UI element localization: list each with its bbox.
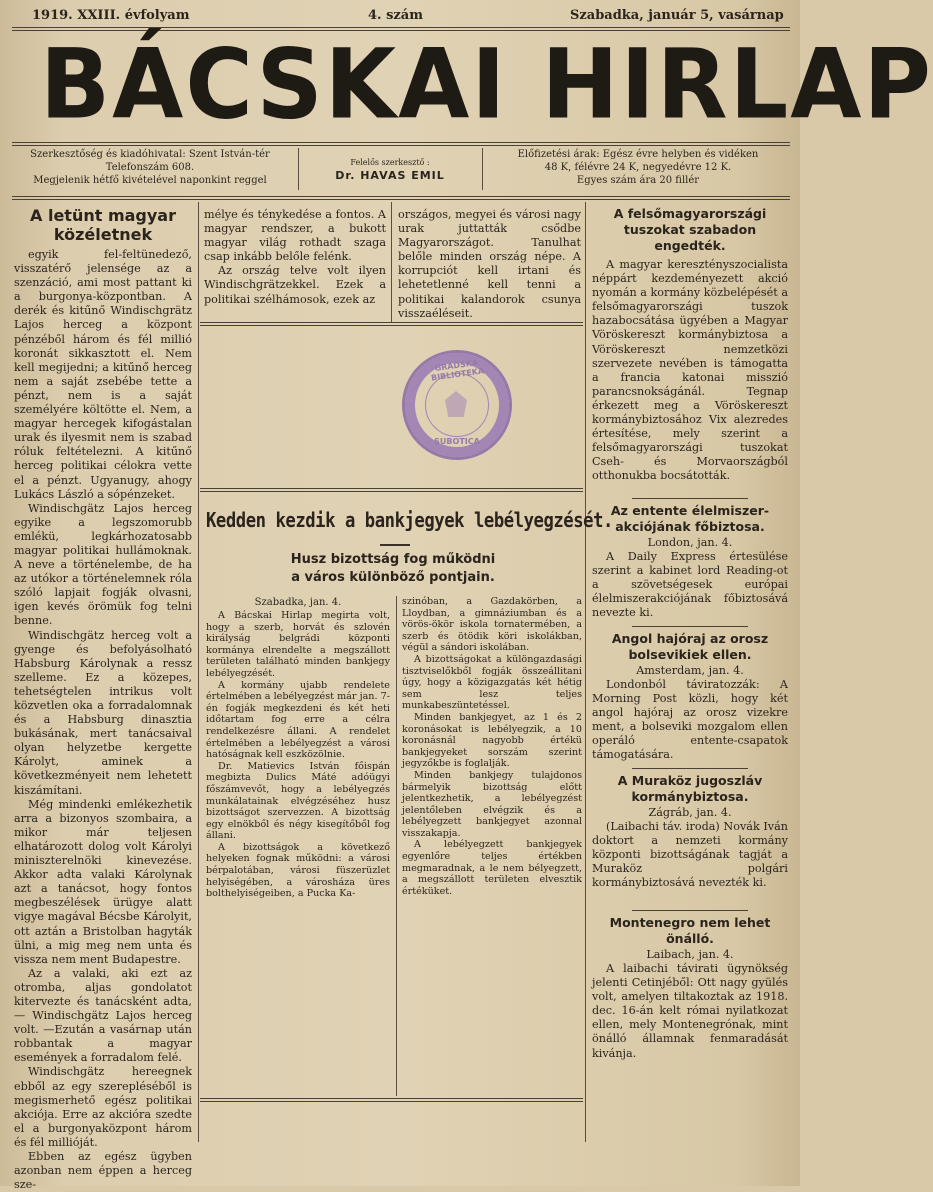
article-continuation-1 [204,208,386,318]
right-column [592,206,788,1078]
office-schedule: Megjelenik hétfő kivételével naponkint reggel [33,175,267,186]
paragraph: A lebélyegzett bankjegyek egyenlőre teljes értékben megmaradnak, a le nem bélyegzett, a megszállott területen elvesztik értéküket. [402,839,582,897]
article-heading: A Muraköz jugoszláv kormánybiztosa. [617,773,763,804]
article-heading: A felsőmagyarországi tuszokat szabadon engedték. [613,206,767,253]
column-rule-top [391,202,392,322]
imprint-prices [488,148,788,187]
masthead-rule [12,142,790,146]
lead-subheading-line-1: Husz bizottság fog működni [290,552,496,567]
paragraph: Windischgätz herceg volt a gyenge és befolyásolható Habsburg Károlynak a ressz szelleme. Ez a közepes, tehetségtelen intrikus volt közvetlen oka a forradalomnak és a Habsburg dinasztia bukásának, mert tanácsaival olyan helyzetbe kergette Károlyt, aminek a következményeit nem lehetett kiszámítani. [14,628,192,797]
lead-left-column [206,596,390,1098]
imprint-office [10,148,290,187]
library-stamp [402,350,512,460]
paragraph: A Daily Express értesülése szerint a kabinet lord Reading-ot a szövetségesek európai élelmiszerakciójának főbiztosává nevezte ki. [592,550,788,620]
imprint-divider-2 [482,148,483,190]
continuation-rule [200,322,583,326]
paragraph: A kormány ujabb rendelete értelmében a lebélyegzést már jan. 7-én fogják megkezdeni és két heti időtartam fog erre a célra rendelkezésre állani. A rendelet értelmében a lebélyegzést a városi hatóságnak kell eszközölnie. [206,679,390,761]
price-line-1: Előfizetési árak: Egész évre helyben és vidéken [517,149,759,160]
masthead-title: BÁCSKAI HIRLAP [40,28,933,141]
lead-headline-rule [380,544,410,546]
article-dateline: London, jan. 4. [647,536,733,549]
imprint-divider-1 [298,148,299,190]
paragraph: Az a valaki, aki ezt az otromba, aljas gondolatot kitervezte és tanácsként adta, — Windischgätz Lajos herceg volt. —Ezután a vasárnap után robbantak a magyar események a forradalom felé. [14,966,192,1065]
paragraph: országos, megyei és városi nagy urak juttatták csődbe Magyarországot. Tanulhat belőle minden ország népe. A korrupciót kell irtani és lehetetlenné kell tenni a politikai kalandorok csunya visszaéléseit. [398,208,581,320]
article-divider [632,626,748,627]
article-body [592,820,788,906]
lead-subheading-line-2: a város különböző pontjain. [291,570,495,585]
article-body [592,962,788,1078]
article-divider [632,498,748,499]
column-rule-lead [396,596,397,1096]
office-phone: Telefonszám 608. [105,162,195,173]
price-line-3: Egyes szám ára 20 fillér [576,175,700,186]
article-heading-line-1: A letünt magyar [30,206,176,225]
stamp-text-bottom: SUBOTICA [434,437,480,446]
date-line: Szabadka, január 5, vasárnap [570,8,784,23]
paragraph: A bizottságokat a különgazdasági tisztviselőkből fogják összeállitani úgy, hogy a közigazgatás két hétig sem lesz teljes munkabeszüntetéssel. [402,653,582,712]
price-line-2: 48 K, félévre 24 K, negyedévre 12 K. [544,162,732,173]
paragraph: Az ország telve volt ilyen Windischgrätzekkel. Ezek a politikai szélhámosok, ezek az [204,264,386,306]
lead-left-body [206,610,390,1098]
paragraph: Londonból táviratozzák: A Morning Post közli, hogy két angol hajóraj az orosz vizekre ment, a bolseviki mozgalom ellen operáló entente-csapatok támogatására. [592,678,788,762]
paragraph: Minden bankjegy tulajdonos bármelyik bizottság előtt jelentkezhetik, a lebélyegzést jelentőleben elvégzik és a lebélyegzett bankjegyet azonnal visszakapja. [402,769,582,839]
year-volume: 1919. XXIII. évfolyam [32,8,190,23]
lead-headline: Kedden kezdik a bankjegyek lebélyegzését. [206,508,613,532]
paragraph: A laibachi távirati ügynökség jelenti Cetinjéből: Ott nagy gyülés volt, amelyen tiltakoztak az 1918. dec. 16-án kelt római nyilatkozat ellen, mely Montenegrónak, mint önálló államnak fenmaradását kivánja. [592,962,788,1060]
paragraph: A Bácskai Hirlap megirta volt, hogy a szerb, horvát és szlovén királyság belgrádi központi kormánya elrendelte a megszállott területen található minden bankjegy lebélyegzését. [206,610,390,679]
paragraph: egyik fel-feltünedező, visszatérő jelensége az a szenzáció, ami most pattant ki a burgonya-központban. A derék és kitűnő Windischgrätz Lajos herceg a központ pénzéből három és fél millió koronát sikkasztott el. Nem kell megijedni; a kitűnő herceg nem a saját zsebébe tette a pénzt, nem is a saját személyére költötte el. Nem, a magyar hercegek kifogástalan urak és ilyesmit nem is szabad róluk feltételezni. A kitűnő herceg politikai célokra vette el a pénzt. Ugyanugy, ahogy Lukács László a sópénzeket. [14,248,192,501]
paragraph: A magyar keresztényszocialista néppárt kezdeményezett akció nyomán a kormány közbelépését a felsőmagyarországi tuszok hazabocsátása ügyében a Magyar Vöröskereszt kormánybiztosa a Vöröskereszt nemzetközi szervezete nevében is támogatta a francia katonai misszió parancsnokságánál. Tegnap érkezett meg a Vöröskereszt kormánybiztosához Vix alezredes értesítése, mely szerint a felsőmagyarországi tuszokat Cseh- és Morvaországból otthonukba bocsátották. [592,258,789,483]
paragraph: Windischgätz Lajos herceg egyike a legszomorubb emlékü, legkárhozatosabb magyar politikai hullámoknak. A neve a történelembe, de ha az utókor a történelemnek róla szóló lapjait fogják olvasni, igen kevés örömük fog telni benne. [14,501,192,628]
editor-label: Felelős szerkesztő : [350,158,430,167]
paragraph: szinóban, a Gazdakörben, a Lloydban, a gimnáziumban és a vörös-ökör iskola tornatermében, a szerb és ötödik köri iskolákban, végül a sándori iskolában. [402,596,582,654]
column-rule-1 [198,202,199,1142]
article-body [14,248,192,1192]
column-rule-2 [585,202,586,1142]
article-divider [632,910,748,911]
article-dateline: Zágráb, jan. 4. [648,806,732,819]
lead-subheading [204,551,582,587]
article-continuation-2 [398,208,581,318]
paragraph: A bizottságok a következő helyeken fognak működni: a városi bérpalotában, városi füszerüzlet helyiségében, a városháza üres bolthelyiségeiben, a Pucka Ka- [206,841,390,900]
lead-top-rule [200,488,583,492]
editor-name: Dr. HAVAS EMIL [335,169,445,182]
article-heading: Az entente élelmiszer-akciójának főbiztosa. [610,503,770,534]
office-address: Szerkesztőség és kiadóhivatal: Szent István-tér [30,149,270,160]
paragraph: Még mindenki emlékezhetik arra a bizonyos szombaira, a mikor már teljesen elhatározott dolog volt Károlyi miniszterelnöki kinevezése. Akkor adta valaki Károlynak azt a tanácsot, hogy fontos megbeszélések ürügye alatt vigye magával Bécsbe Károlyit, ott aztán a Bristolban hagyták ülni, a mig meg nem unta és vissza nem ment Budapestre. [14,797,192,966]
article-dateline: Laibach, jan. 4. [646,948,734,961]
lead-dateline: Szabadka, jan. 4. [254,597,342,608]
paragraph: mélye és ténykedése a fontos. A magyar rendszer, a bukott magyar világ rothadt szaga csap inkább belőle felénk. [204,208,386,264]
article-dateline: Amsterdam, jan. 4. [636,664,744,677]
paragraph: Dr. Matievics István főispán megbizta Dulics Máté adóügyi főszámvevőt, hogy a lebélyegzés munkálatainak elvégzéséhez husz bizottságot szervezzen. A bizottság egy elnökből és négy kisegítőből fog állani. [206,760,390,842]
stamp-text-top: GRADSKA BIBLIOTEKA [430,358,485,383]
article-body [592,678,788,764]
issue-number: 4. szám [368,8,423,23]
article-heading: Angol hajóraj az orosz bolsevikiek ellen. [611,631,769,662]
paragraph: Windischgätz hereegnek ebből az egy szerepléséből is megismerhető egész politikai akciója. Erre az akcióra szedte el a burgonyaközpont három és fél millióját. [14,1065,192,1149]
lead-right-column [402,596,582,916]
paragraph: (Laibachi táv. iroda) Novák Iván doktort a nemzeti kormány központi bizottságának tagját a Muraköz polgári kormánybiztosává nevezték ki. [592,820,788,890]
lead-bottom-rule [200,1098,583,1102]
article-divider [632,768,748,769]
article-body [592,550,788,622]
article-body [592,258,788,494]
paragraph: Ebben az egész ügyben azonban nem éppen a herceg sze- [14,1150,192,1192]
imprint-rule [12,196,790,200]
imprint-editor [310,156,470,182]
article-heading: Montenegro nem lehet önálló. [609,915,771,946]
article-heading-line-2: közéletnek [53,225,153,244]
article-windischgratz [14,206,192,1192]
paragraph: Minden bankjegyet, az 1 és 2 koronásokat is lebélyegzik, a 10 koronásnál nagyobb értékü bankjegyeket sorszám szerint jegyzőkbe is foglalják. [402,711,582,770]
